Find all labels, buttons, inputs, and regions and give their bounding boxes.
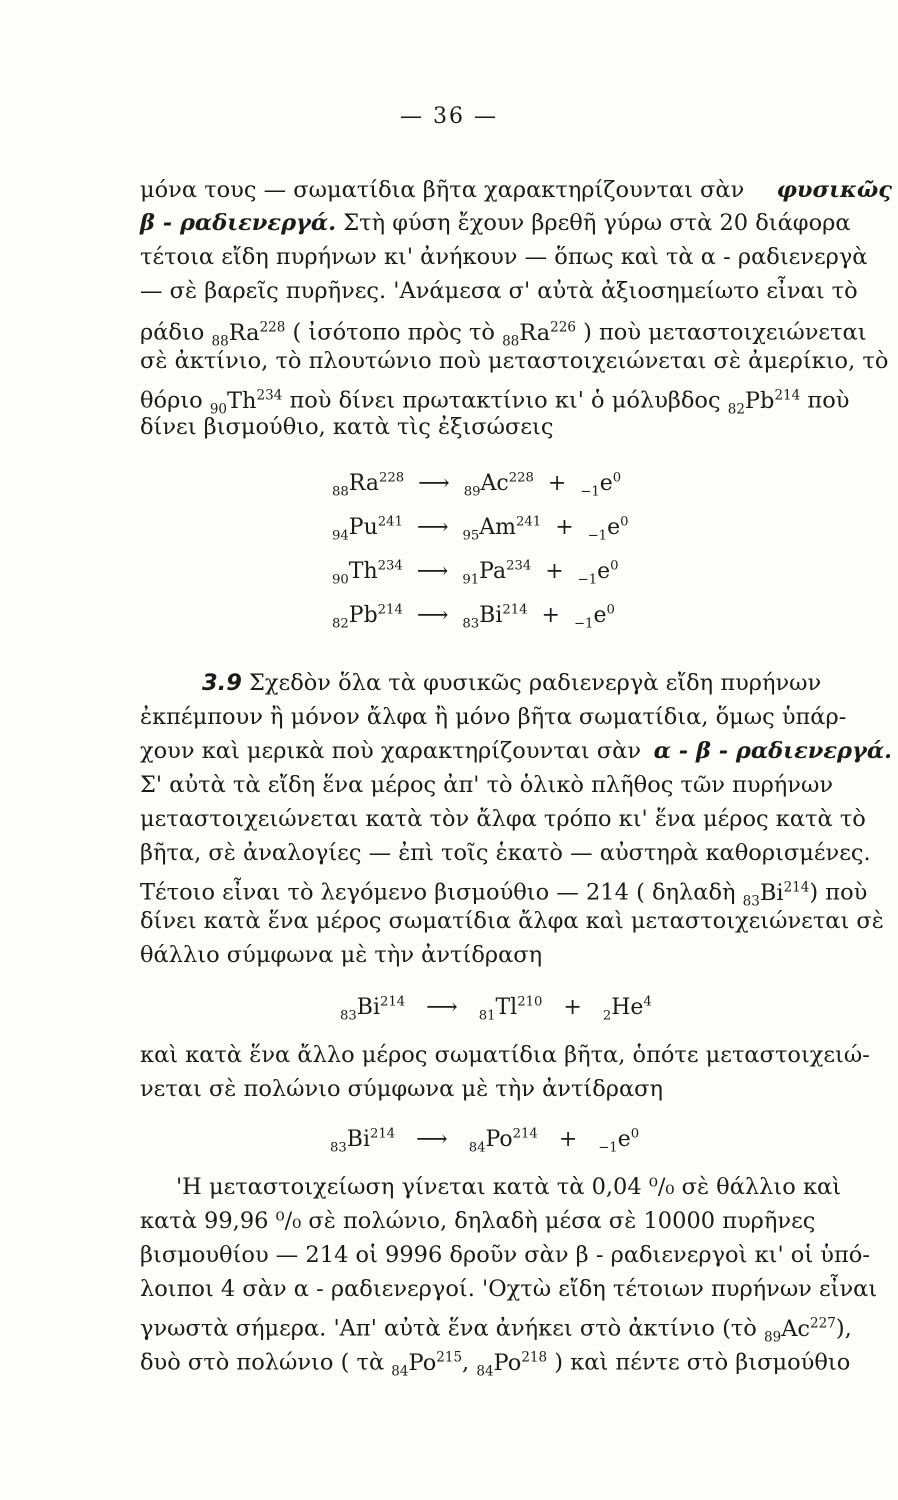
text-span: ράδιο	[140, 319, 212, 346]
text-span: ),	[835, 1315, 852, 1342]
text-line: ἐκπέμπουν ἢ μόνον ἄλφα ἢ μόνο βῆτα σωματίδια, ὅμως ὑπάρ-	[140, 704, 847, 730]
text-line: 'Η μεταστοιχείωση γίνεται κατὰ τὰ 0,04 ⁰/₀ σὲ θάλλιο καὶ	[176, 1174, 842, 1200]
reactant: $_{94}Pu^{241}$	[332, 515, 403, 544]
text-span: Σχεδὸν ὅλα τὰ φυσικῶς ραδιενεργὰ εἴδη πυρήνων	[241, 670, 822, 696]
text-line: σὲ ἀκτίνιο, τὸ πλουτώνιο ποὺ μεταστοιχειώνεται σὲ ἀμερίκιο, τὸ	[140, 348, 889, 374]
text-line: — σὲ βαρεῖς πυρῆνες. 'Ανάμεσα σ' αὐτὰ ἀξιοσημείωτο εἶναι τὸ	[140, 278, 858, 304]
emitted-particle: $_{-1}e^0$	[587, 515, 629, 544]
reactant: $_{88}Ra^{228}$	[332, 471, 405, 500]
reaction-arrow: ⟶	[416, 515, 449, 541]
text-span: γνωστὰ σήμερα. 'Απ' αὐτὰ ἕνα ἀνήκει στὸ ἀκτίνιο (τὸ	[140, 1315, 764, 1342]
product: $_{83}Bi^{214}$	[462, 603, 528, 632]
nuclide-ac227: $_{89}Ac^{227}$	[764, 1315, 836, 1345]
text-span: δυὸ στὸ πολώνιο ( τὰ	[140, 1349, 392, 1376]
text-span: ) καὶ πέντε στὸ βισμούθιο	[547, 1349, 851, 1376]
reaction-arrow: ⟶	[426, 995, 458, 1021]
nuclide-bi214: $_{83}Bi^{214}$	[742, 879, 810, 909]
page-number: — 36 —	[400, 104, 498, 129]
decay-equation	[332, 508, 629, 552]
text-line: μεταστοιχειώνεται κατὰ τὸν ἄλφα τρόπο κι' ἕνα μέρος κατὰ τὸ	[140, 806, 866, 832]
text-line: Σ' αὐτὰ τὰ εἴδη ἕνα μέρος ἀπ' τὸ ὁλικὸ πλῆθος τῶν πυρήνων	[140, 772, 833, 798]
text-line: νεται σὲ πολώνιο σύμφωνα μὲ τὴν ἀντίδραση	[140, 1076, 664, 1102]
decay-equation	[332, 596, 615, 640]
section-number: 3.9	[202, 670, 242, 696]
plus-sign: +	[555, 515, 574, 541]
reaction-arrow: ⟶	[416, 603, 449, 629]
emitted-particle: $_{-1}e^0$	[598, 1127, 640, 1156]
plus-sign: +	[547, 471, 567, 497]
text-line	[140, 1342, 892, 1386]
reactant: $_{90}Th^{234}$	[332, 559, 403, 588]
text-line	[140, 668, 892, 698]
product: $_{84}Po^{214}$	[468, 1127, 538, 1156]
plus-sign: +	[541, 603, 560, 629]
nuclide-th234: $_{90}Th^{234}$	[209, 387, 283, 417]
text-span: ποὺ	[800, 387, 850, 414]
text-line	[140, 175, 892, 205]
nuclide-ra226: $_{88}Ra^{226}$	[502, 319, 576, 349]
decay-equation	[332, 552, 619, 596]
product: $_{81}Tl^{210}$	[478, 995, 543, 1024]
text-line: δίνει βισμούθιο, κατὰ τὶς ἐξισώσεις	[140, 414, 554, 440]
text-span: Στὴ φύση ἔχουν βρεθῆ γύρω στὰ 20 διάφορα	[336, 210, 851, 236]
emitted-particle: $_{-1}e^0$	[573, 603, 615, 632]
nuclide-po218: $_{84}Po^{218}$	[476, 1349, 548, 1379]
text-line: δίνει κατὰ ἕνα μέρος σωματίδια ἄλφα καὶ μεταστοιχειώνεται σὲ	[140, 908, 884, 934]
text-span: ποὺ δίνει πρωτακτίνιο κι' ὁ μόλυβδος	[282, 387, 728, 414]
plus-sign: +	[545, 559, 564, 585]
text-line: θάλλιο σύμφωνα μὲ τὴν ἀντίδραση	[140, 942, 543, 968]
text-line: κατὰ 99,96 ⁰/₀ σὲ πολώνιο, δηλαδὴ μέσα σὲ 10000 πυρῆνες	[140, 1208, 816, 1234]
nuclide-ra228: $_{88}Ra^{228}$	[211, 319, 286, 349]
text-span: ) ποὺ	[809, 879, 868, 906]
emitted-particle: $_{-1}e^0$	[577, 559, 619, 588]
product: $_{89}Ac^{228}$	[463, 471, 534, 500]
text-span: Τέτοιο εἶναι τὸ λεγόμενο βισμούθιο — 214 ( δηλαδὴ	[140, 879, 743, 906]
reactant: $_{83}Bi^{214}$	[340, 995, 406, 1024]
emphasis-text: α - β - ραδιενεργά.	[653, 738, 892, 764]
text-span: χουν καὶ μερικὰ ποὺ χαρακτηρίζουνται σὰν	[140, 738, 642, 764]
text-line: λοιποι 4 σὰν α - ραδιενεργοί. 'Οχτὼ εἴδη τέτοιων πυρήνων εἶναι	[140, 1276, 878, 1302]
reactant: $_{82}Pb^{214}$	[332, 603, 403, 632]
reaction-arrow: ⟶	[416, 559, 449, 585]
text-span: μόνα τους — σωματίδια βῆτα χαρακτηρίζουνται σὰν	[140, 177, 745, 203]
product: $_{91}Pa^{234}$	[462, 559, 532, 588]
reaction-arrow: ⟶	[418, 471, 450, 497]
decay-equation	[332, 464, 621, 508]
text-line: καὶ κατὰ ἕνα ἄλλο μέρος σωματίδια βῆτα, ὁπότε μεταστοιχειώ-	[140, 1042, 870, 1068]
emitted-particle: $_2He^4$	[602, 995, 652, 1024]
reactant: $_{83}Bi^{214}$	[330, 1127, 396, 1156]
text-span: ) ποὺ μεταστοιχειώνεται	[575, 319, 867, 346]
nuclide-po215: $_{84}Po^{215}$	[391, 1349, 463, 1379]
reaction-arrow: ⟶	[416, 1127, 448, 1153]
text-line	[140, 208, 892, 238]
product: $_{95}Am^{241}$	[462, 515, 542, 544]
text-line	[140, 736, 892, 766]
text-span: ,	[462, 1349, 477, 1376]
emphasis-text: β - ραδιενεργά.	[140, 210, 337, 236]
emphasis-text: φυσικῶς	[776, 177, 892, 203]
text-span: θόριο	[140, 387, 210, 414]
plus-sign: +	[563, 995, 582, 1021]
text-line: βισμουθίου — 214 οἱ 9996 δροῦν σὰν β - ραδιενεργοὶ κι' οἱ ὑπό-	[140, 1242, 870, 1268]
equation-alpha-decay	[340, 988, 652, 1032]
nuclide-pb214: $_{82}Pb^{214}$	[727, 387, 801, 417]
equation-beta-decay	[330, 1120, 639, 1164]
text-span: ( ἰσότοπο πρὸς τὸ	[285, 319, 503, 346]
text-line: τέτοια εἴδη πυρήνων κι' ἀνήκουν — ὅπως καὶ τὰ α - ραδιενεργὰ	[140, 244, 868, 270]
text-line: βῆτα, σὲ ἀναλογίες — ἐπὶ τοῖς ἑκατὸ — αὐστηρὰ καθορισμένες.	[140, 840, 871, 866]
emitted-particle: $_{-1}e^0$	[580, 471, 622, 500]
plus-sign: +	[558, 1127, 578, 1153]
